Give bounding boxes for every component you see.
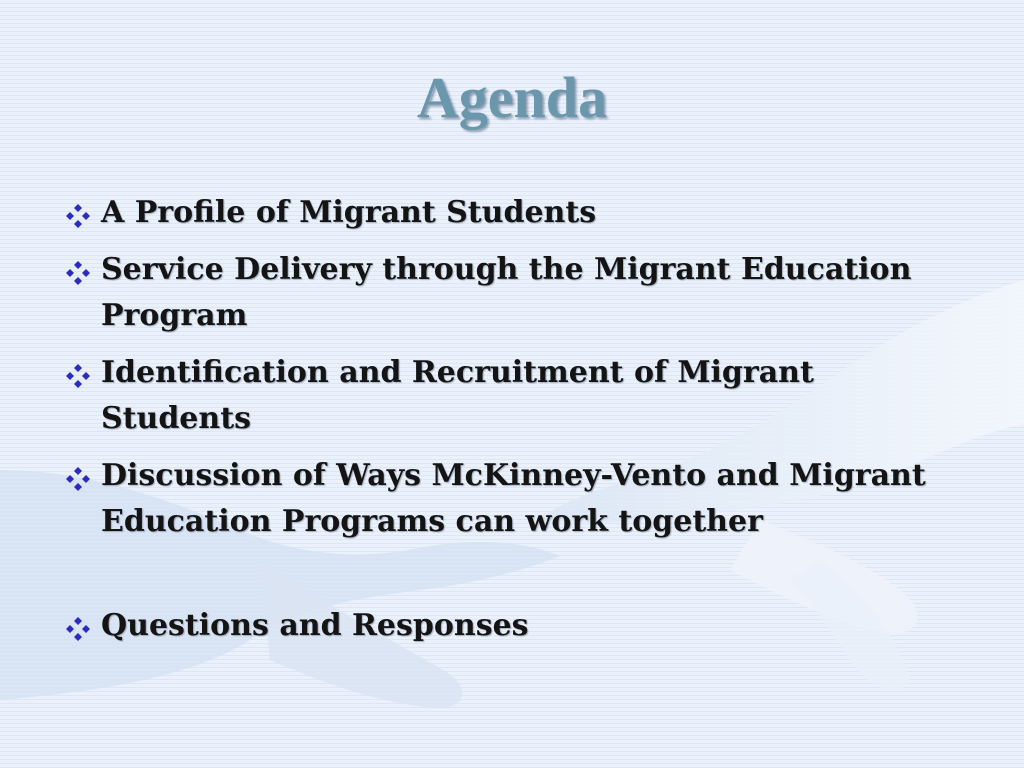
four-diamond-bullet-icon (64, 259, 92, 287)
agenda-item-label: Questions and Responses (101, 608, 529, 643)
agenda-item-migrant-profile (64, 190, 964, 236)
four-diamond-bullet-icon (64, 362, 92, 390)
four-diamond-bullet-icon (64, 202, 92, 230)
agenda-item-service-delivery (64, 247, 964, 339)
agenda-item-identification-recruitment (64, 350, 964, 442)
four-diamond-bullet-icon (64, 465, 92, 493)
agenda-item-label: A Profile of Migrant Students (101, 195, 597, 230)
slide-title: Agenda (416, 65, 608, 130)
four-diamond-bullet-icon (64, 615, 92, 643)
agenda-item-label: Discussion of Ways McKinney-Vento and Migrant Education Programs can work together (101, 458, 926, 539)
agenda-item-label: Service Delivery through the Migrant Education Program (101, 252, 912, 333)
agenda-item-questions (64, 603, 964, 649)
agenda-item-label: Identification and Recruitment of Migrant Students (101, 355, 814, 436)
agenda-item-discussion (64, 453, 964, 545)
agenda-list (64, 190, 964, 660)
